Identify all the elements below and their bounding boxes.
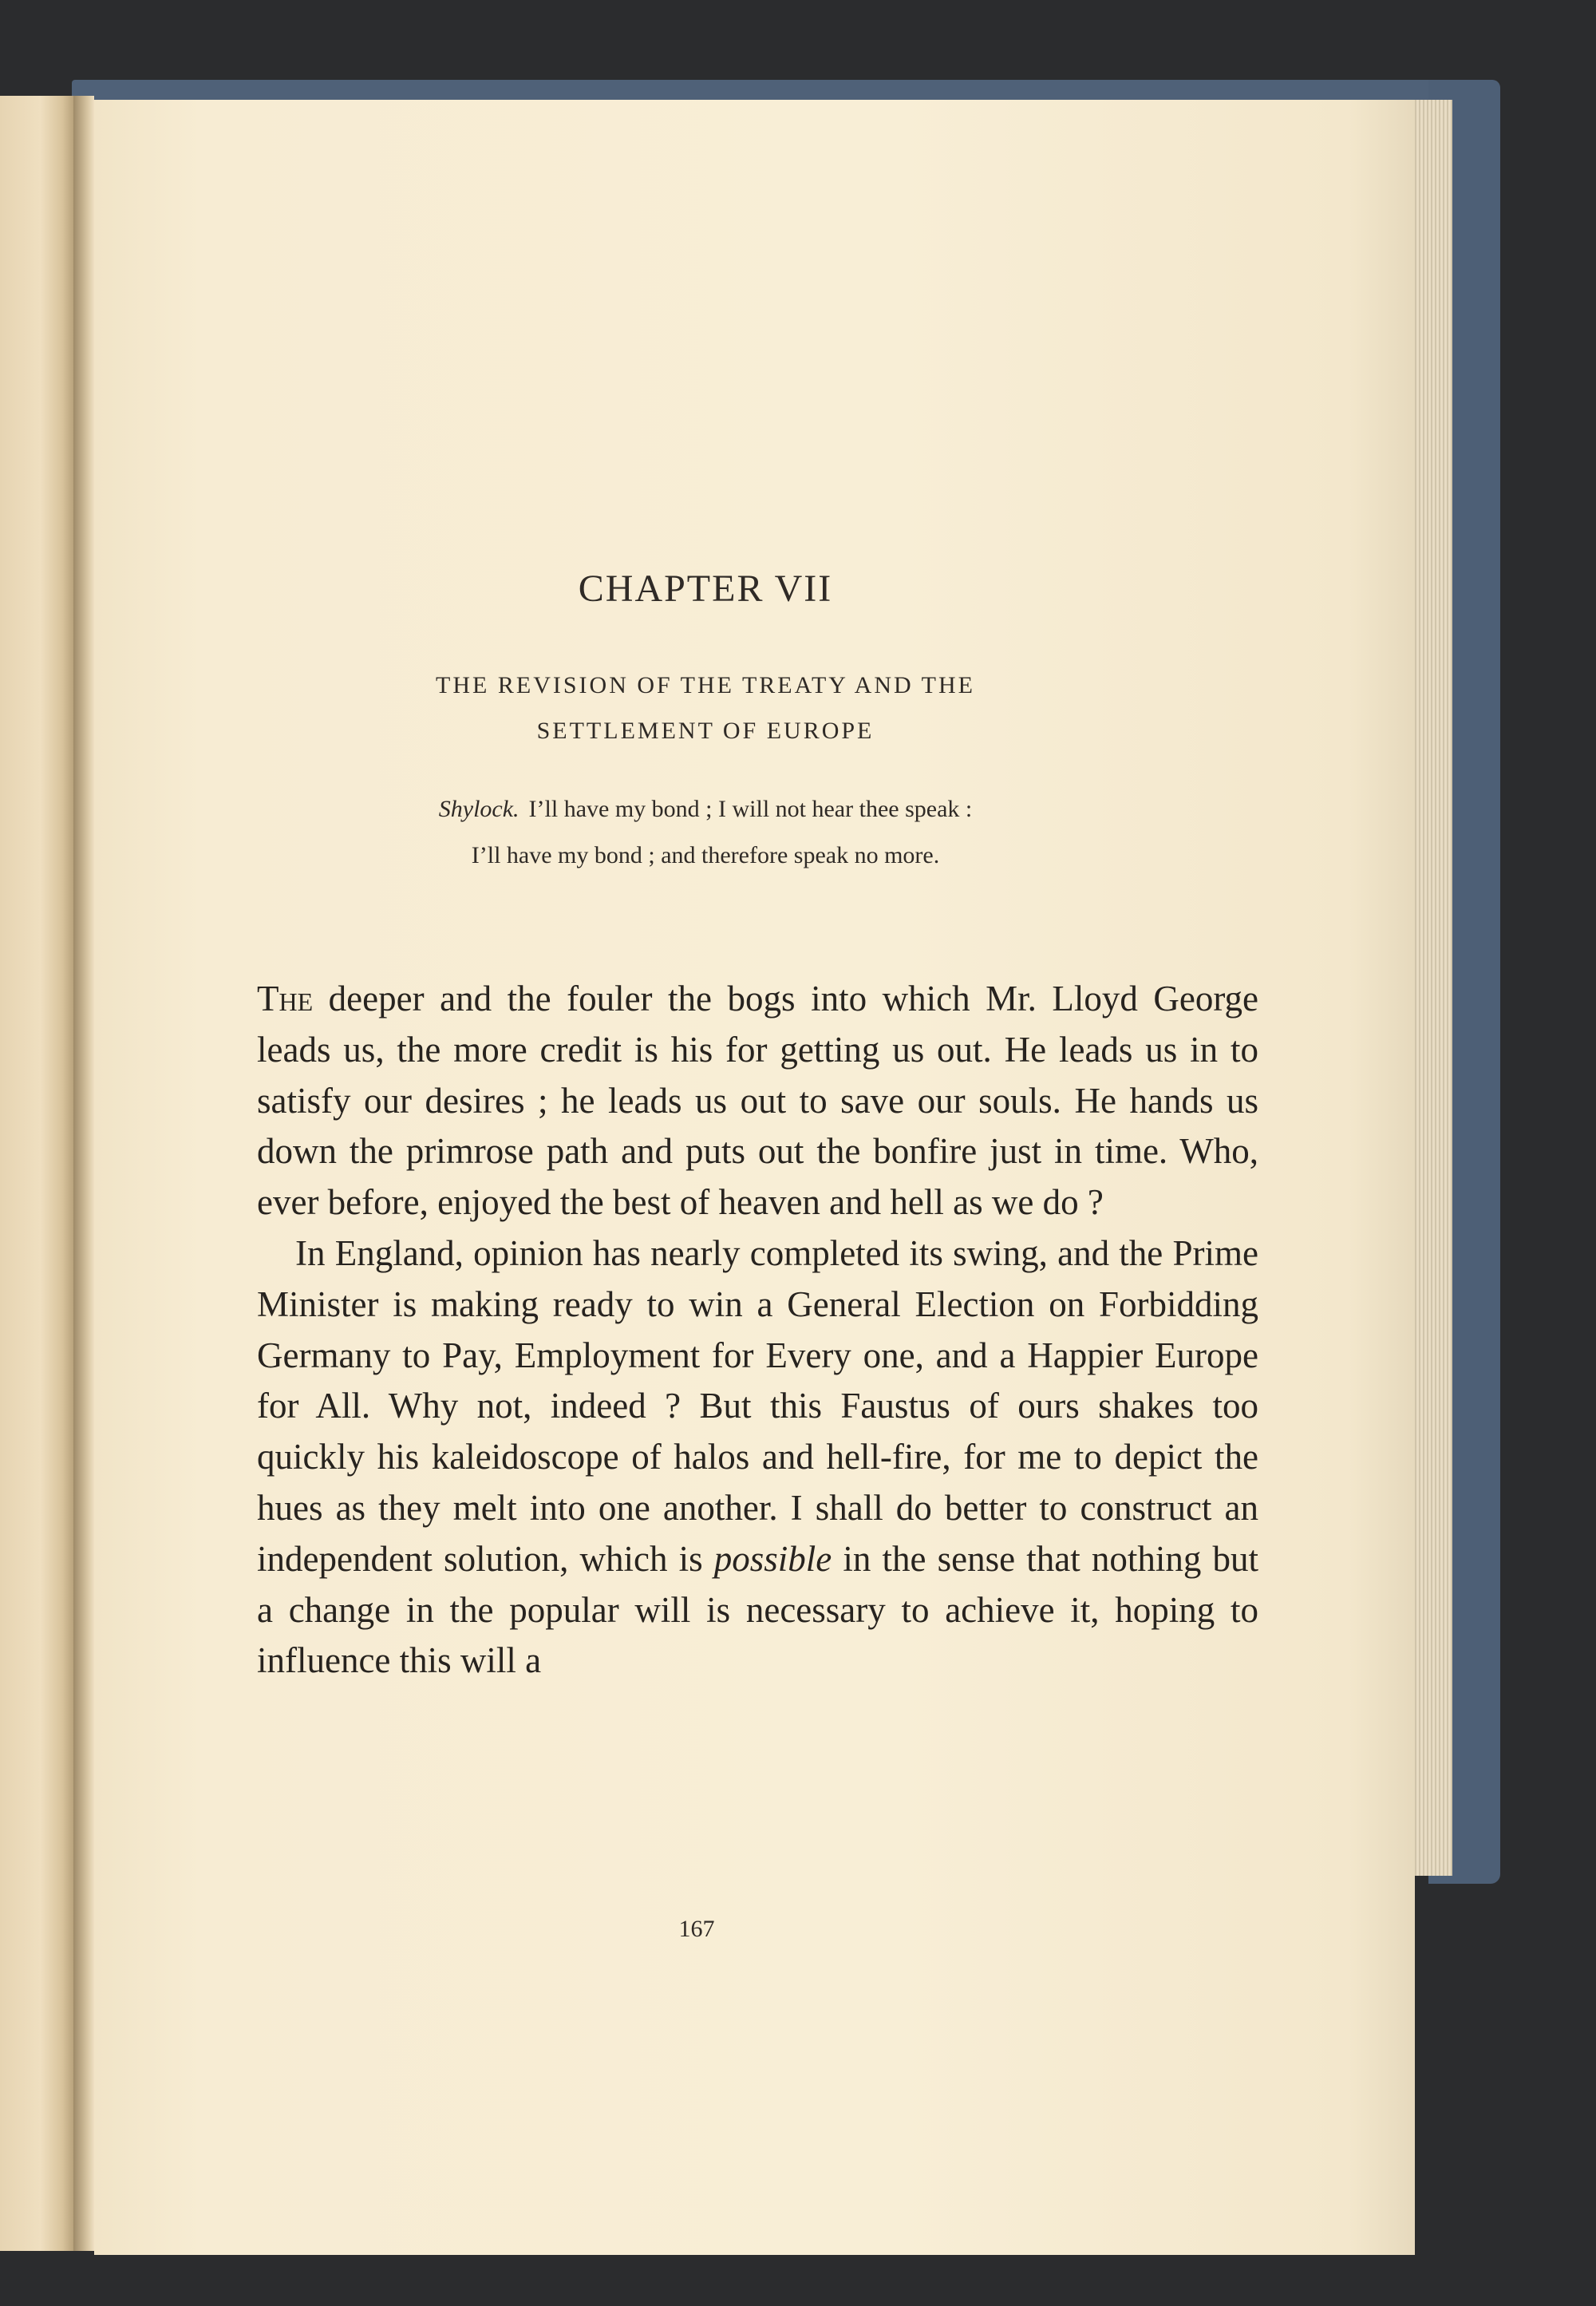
section-title xyxy=(94,663,1317,754)
paragraph-2-text-after: in the sense that nothing but a change in the popular will is necessary to achieve it, hoping to influence this will a xyxy=(257,1538,1258,1681)
body-text xyxy=(257,974,1258,1687)
page-number: 167 xyxy=(678,1916,715,1942)
paragraph-1-text: deeper and the fouler the bogs into which Mr. Lloyd George leads us, the more credit is his for getting us out. He leads us in to satisfy our desires ; he leads us out to save our souls. He hands us down the primrose path and puts out the bonfire just in time. Who, ever before, enjoyed the best of heaven and hell as we do ? xyxy=(257,979,1258,1223)
book-page xyxy=(94,100,1415,2255)
paragraph-2 xyxy=(257,1228,1258,1687)
chapter-title: CHAPTER VII xyxy=(578,568,833,610)
epigraph-line-1 xyxy=(94,786,1317,833)
section-title-line-2: SETTLEMENT OF EUROPE xyxy=(536,718,875,744)
gutter xyxy=(73,96,94,2251)
paragraph-1 xyxy=(257,974,1258,1228)
epigraph xyxy=(94,786,1317,879)
paragraph-1-lead: The xyxy=(257,979,314,1019)
section-title-line-1: THE REVISION OF THE TREATY AND THE xyxy=(436,672,975,698)
epigraph-line-2: I’ll have my bond ; and therefore speak no more. xyxy=(471,842,940,868)
epigraph-speaker: Shylock. xyxy=(438,796,519,822)
left-page xyxy=(0,96,73,2251)
epigraph-line-1-text: I’ll have my bond ; I will not hear thee speak : xyxy=(528,796,973,822)
paragraph-2-text-before: In England, opinion has nearly completed its swing, and the Prime Minister is making ready to win a General Election on Forbidding Germany to Pay, Employment for Every one, and a Happier Europe for All. Why not, indeed ? But this Faustus of ours shakes too quickly his kaleidoscope of halos and hell-fire, for me to depict the hues as they melt into one another. I shall do better to construct an independent solution, which is xyxy=(257,1232,1258,1579)
paragraph-2-italic: possible xyxy=(713,1538,832,1579)
